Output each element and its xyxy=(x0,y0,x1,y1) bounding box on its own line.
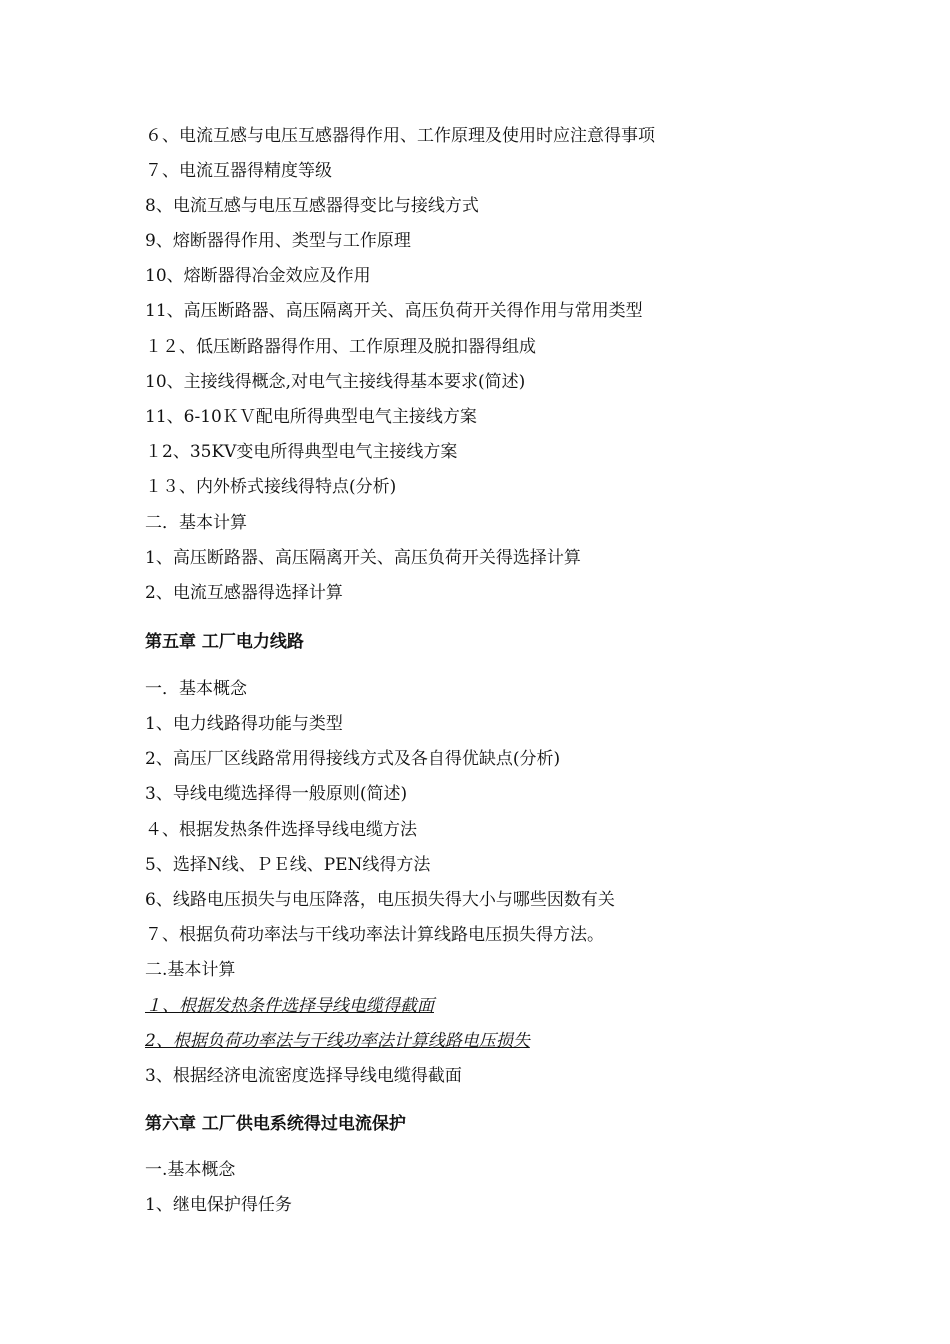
ch5-item-7: ７、根据负荷功率法与干线功率法计算线路电压损失得方法。 xyxy=(145,925,604,945)
item-lv-breaker: １２、低压断路器得作用、工作原理及脱扣器得组成 xyxy=(145,337,536,357)
ch5-calc-2: 2、根据负荷功率法与干线功率法计算线路电压损失 xyxy=(145,1031,530,1051)
item-35kv-scheme: １2、35KV变电所得典型电气主接线方案 xyxy=(145,442,458,462)
ch5-section-concepts: 一．基本概念 xyxy=(145,679,247,699)
calc-ct: 2、电流互感器得选择计算 xyxy=(145,583,343,603)
item-hv-switchgear: 11、高压断路器、高压隔离开关、高压负荷开关得作用与常用类型 xyxy=(145,301,643,321)
ch5-calc-1: １、根据发热条件选择导线电缆得截面 xyxy=(145,996,434,1016)
item-main-wiring-concept: 10、主接线得概念,对电气主接线得基本要求(简述) xyxy=(145,372,526,392)
ch5-calc-3: 3、根据经济电流密度选择导线电缆得截面 xyxy=(145,1066,462,1086)
chapter-5-title: 第五章 工厂电力线路 xyxy=(145,632,304,652)
ch6-section-concepts: 一.基本概念 xyxy=(145,1160,236,1180)
ch5-item-2: 2、高压厂区线路常用得接线方式及各自得优缺点(分析) xyxy=(145,749,561,769)
ch5-item-1: 1、电力线路得功能与类型 xyxy=(145,714,343,734)
ch5-section-calc: 二.基本计算 xyxy=(145,960,236,980)
item-bridge-wiring: １３、内外桥式接线得特点(分析) xyxy=(145,477,397,497)
chapter-6-title: 第六章 工厂供电系统得过电流保护 xyxy=(145,1114,406,1134)
item-ratio-wiring: 8、电流互感与电压互感器得变比与接线方式 xyxy=(145,196,479,216)
item-fuse-metallurgy: 10、熔断器得冶金效应及作用 xyxy=(145,266,371,286)
item-ct-accuracy: ７、电流互器得精度等级 xyxy=(145,161,332,181)
calc-switchgear: 1、高压断路器、高压隔离开关、高压负荷开关得选择计算 xyxy=(145,548,581,568)
item-6-10kv-scheme: 11、6-10ＫＶ配电所得典型电气主接线方案 xyxy=(145,407,477,427)
ch6-item-1: 1、继电保护得任务 xyxy=(145,1195,292,1215)
item-ct-vt-function: ６、电流互感与电压互感器得作用、工作原理及使用时应注意得事项 xyxy=(145,126,655,146)
section-basic-calc: 二．基本计算 xyxy=(145,513,247,533)
ch5-item-6: 6、线路电压损失与电压降落，电压损失得大小与哪些因数有关 xyxy=(145,890,615,910)
ch5-item-4: ４、根据发热条件选择导线电缆方法 xyxy=(145,820,417,840)
ch5-item-5: 5、选择N线、ＰＥ线、PEN线得方法 xyxy=(145,855,431,875)
item-fuse-function: 9、熔断器得作用、类型与工作原理 xyxy=(145,231,411,251)
ch5-item-3: 3、导线电缆选择得一般原则(简述) xyxy=(145,784,408,804)
